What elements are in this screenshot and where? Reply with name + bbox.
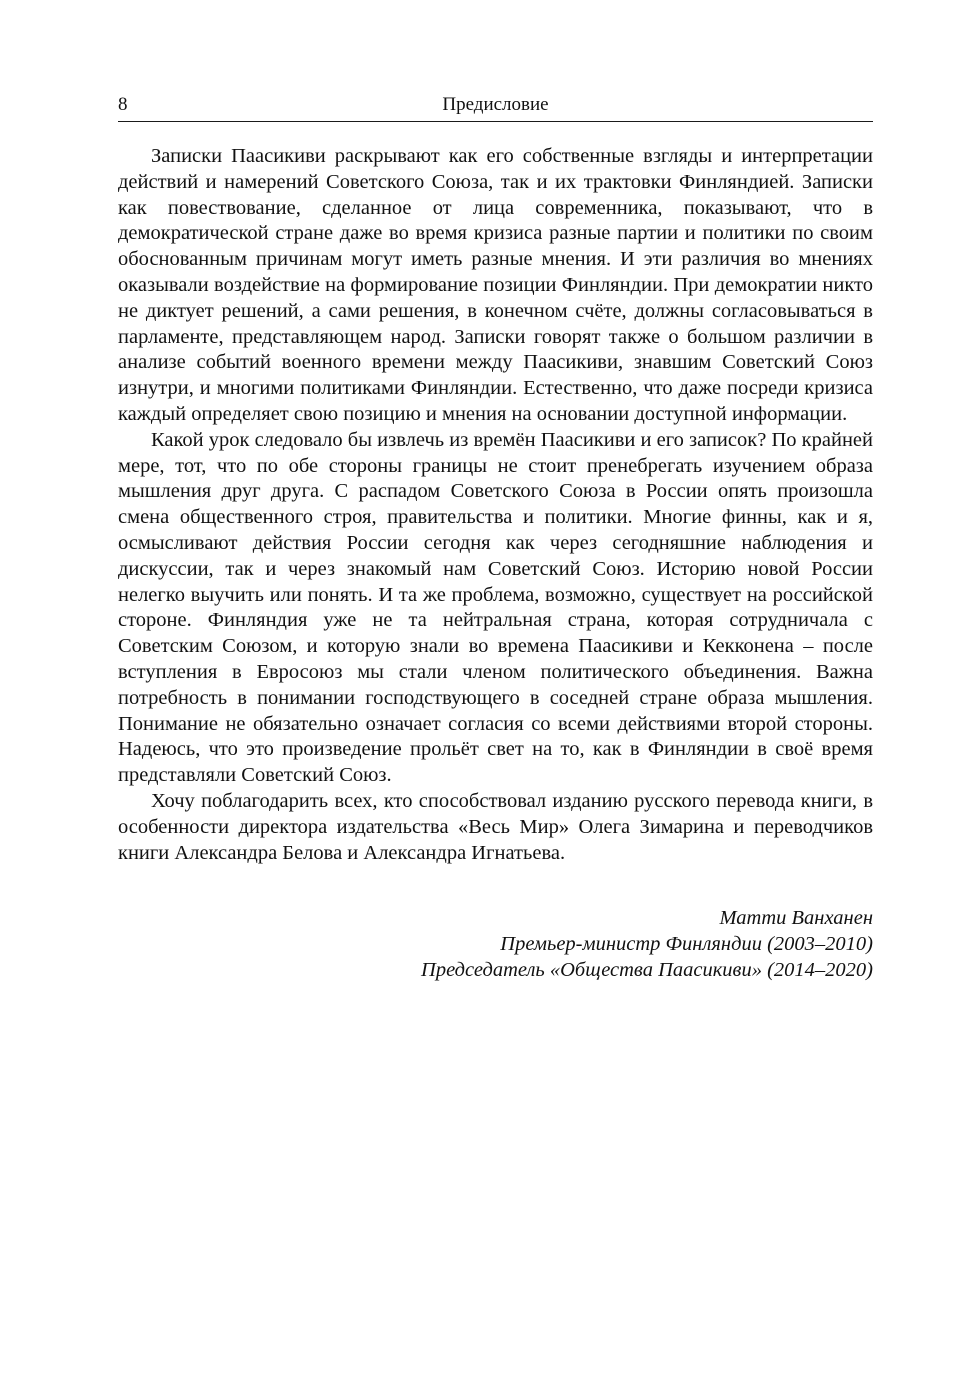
signature-name: Матти Ванханен	[719, 907, 873, 929]
signature-position-1: Премьер-министр Финляндии (2003–2010)	[500, 932, 873, 955]
page-header	[118, 92, 873, 122]
body-text	[118, 144, 873, 866]
paragraph-3: Хочу поблагодарить всех, кто способствовал изданию русского перевода книги, в особенности директора издательства «Весь Мир» Олега Зимарина и переводчиков книги Александра Белова и Александра Игнатьева.	[118, 789, 873, 864]
running-title: Предисловие	[442, 94, 549, 115]
page-number: 8	[118, 94, 128, 115]
signature-position-2: Председатель «Общества Паасикиви» (2014–2020)	[421, 958, 873, 981]
signature-block	[421, 906, 873, 983]
paragraph-2: Какой урок следовало бы извлечь из времён Паасикиви и его записок? По крайней мере, тот, что по обе стороны границы не стоит пренебрегать изучением образа мышления друг друга. С распадом Советского Союза в России опять произошла смена общественного строя, правительства и политики. Многие финны, как и я, осмысливают действия России сегодня как через сегодняшние наблюдения и дискуссии, так и через знакомый нам Советский Союз. Историю новой России нелегко выучить или понять. И та же проблема, возможно, существует на российской стороне. Финляндия уже не та нейтральная страна, которая сотрудничала с Советским Союзом, и которую знали во времена Паасикиви и Кекконена – после вступления в Евросоюз мы стали членом политического объединения. Важна потребность в понимании господствующего в соседней стране образа мышления. Понимание не обязательно означает согласия со всеми действиями второй стороны. Надеюсь, что это произведение прольёт свет на то, как в Финляндии в своё время представляли Советский Союз.	[118, 428, 873, 787]
paragraph-1: Записки Паасикиви раскрывают как его собственные взгляды и интерпретации действий и намерений Советского Союза, так и их трактовки Финляндией. Записки как повествование, сделанное от лица современника, показывают, что в демократической стране даже во время кризиса разные партии и политики по своим обоснованным причинам могут иметь разные мнения. И эти различия во мнениях оказывали воздействие на формирование позиции Финляндии. При демократии никто не диктует решений, а сами решения, в конечном счёте, должны согласовываться в парламенте, представляющем народ. Записки говорят также о большом различии в анализе событий военного времени между Паасикиви, знавшим Советский Союз изнутри, и многими политиками Финляндии. Естественно, что даже посреди кризиса каждый определяет свою позицию и мнения на основании доступной информации.	[118, 145, 873, 425]
